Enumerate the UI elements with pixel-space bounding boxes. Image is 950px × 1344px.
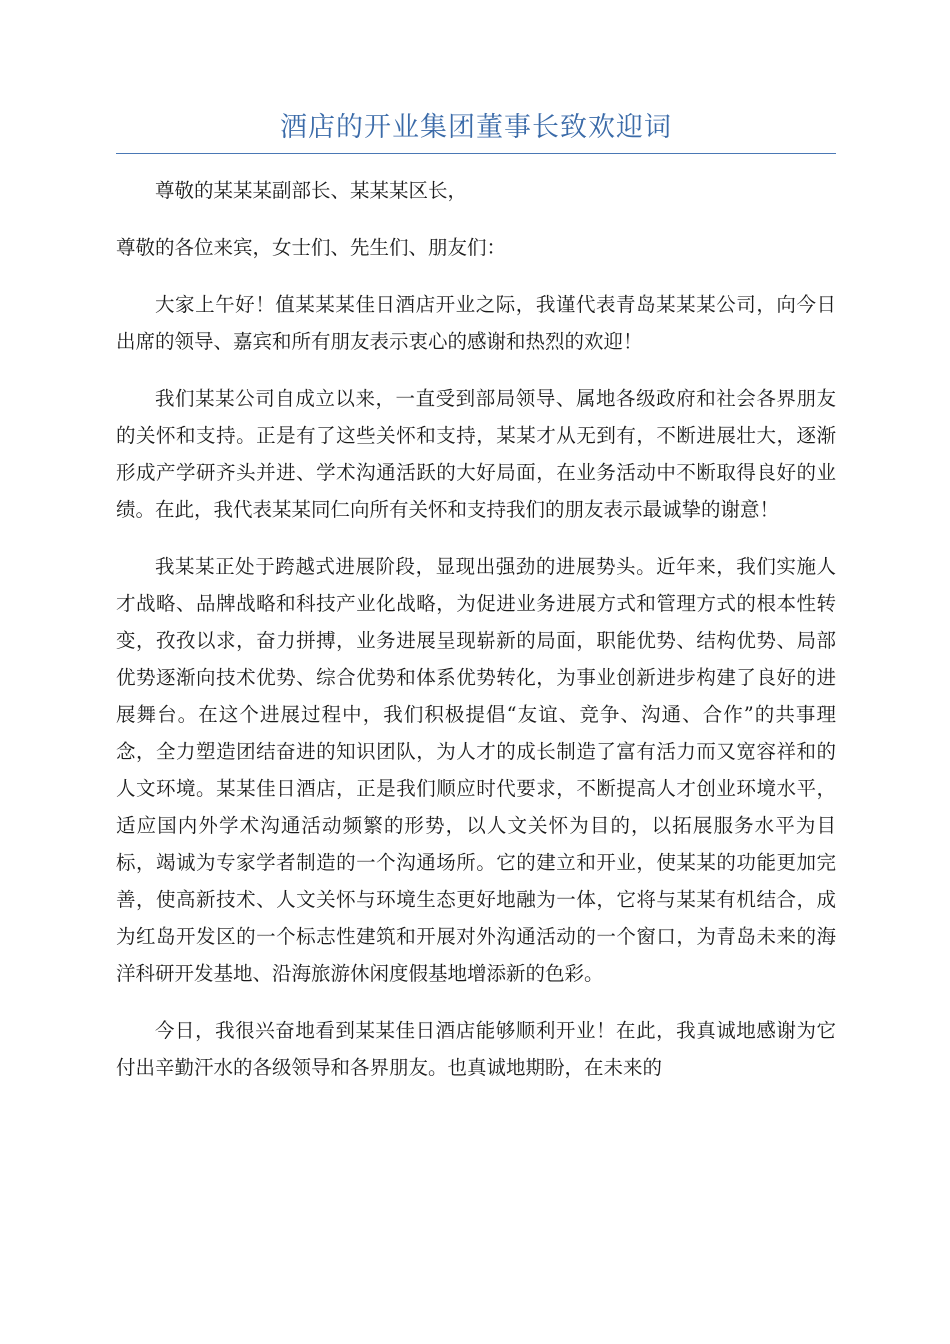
greeting-line-1: 尊敬的某某某副部长、某某某区长， <box>155 179 468 202</box>
paragraph: 大家上午好！值某某某佳日酒店开业之际，我谨代表青岛某某某公司，向今日出席的领导、嘉宾和所有朋友表示衷心的感谢和热烈的欢迎！ <box>116 293 836 353</box>
document-page <box>116 108 836 1106</box>
document-title: 酒店的开业集团董事长致欢迎词 <box>116 108 836 154</box>
paragraph: 我某某正处于跨越式进展阶段，显现出强劲的进展势头。近年来，我们实施人才战略、品牌战略和科技产业化战略，为促进业务进展方式和管理方式的根本性转变，孜孜以求，奋力拼搏，业务进展呈现崭新的局面，职能优势、结构优势、局部优势逐渐向技术优势、综合优势和体系优势转化，为事业创新进步构建了良好的进展舞台。在这个进展过程中，我们积极提倡“友谊、竞争、沟通、合作”的共事理念，全力塑造团结奋进的知识团队，为人才的成长制造了富有活力而又宽容祥和的人文环境。某某佳日酒店，正是我们顺应时代要求，不断提高人才创业环境水平，适应国内外学术沟通活动频繁的形势，以人文关怀为目的，以拓展服务水平为目标，竭诚为专家学者制造的一个沟通场所。它的建立和开业，使某某的功能更加完善，使高新技术、人文关怀与环境生态更好地融为一体，它将与某某有机结合，成为红岛开发区的一个标志性建筑和开展对外沟通活动的一个窗口，为青岛未来的海洋科研开发基地、沿海旅游休闲度假基地增添新的色彩。 <box>116 555 836 985</box>
paragraph: 我们某某公司自成立以来，一直受到部局领导、属地各级政府和社会各界朋友的关怀和支持。正是有了这些关怀和支持，某某才从无到有，不断进展壮大，逐渐形成产学研齐头并进、学术沟通活跃的大好局面，在业务活动中不断取得良好的业绩。在此，我代表某某同仁向所有关怀和支持我们的朋友表示最诚挚的谢意！ <box>116 387 836 521</box>
greeting-line-2: 尊敬的各位来宾，女士们、先生们、朋友们： <box>116 236 507 259</box>
document-body <box>116 172 836 1086</box>
paragraph: 今日，我很兴奋地看到某某佳日酒店能够顺利开业！在此，我真诚地感谢为它付出辛勤汗水的各级领导和各界朋友。也真诚地期盼，在未来的 <box>116 1019 836 1079</box>
